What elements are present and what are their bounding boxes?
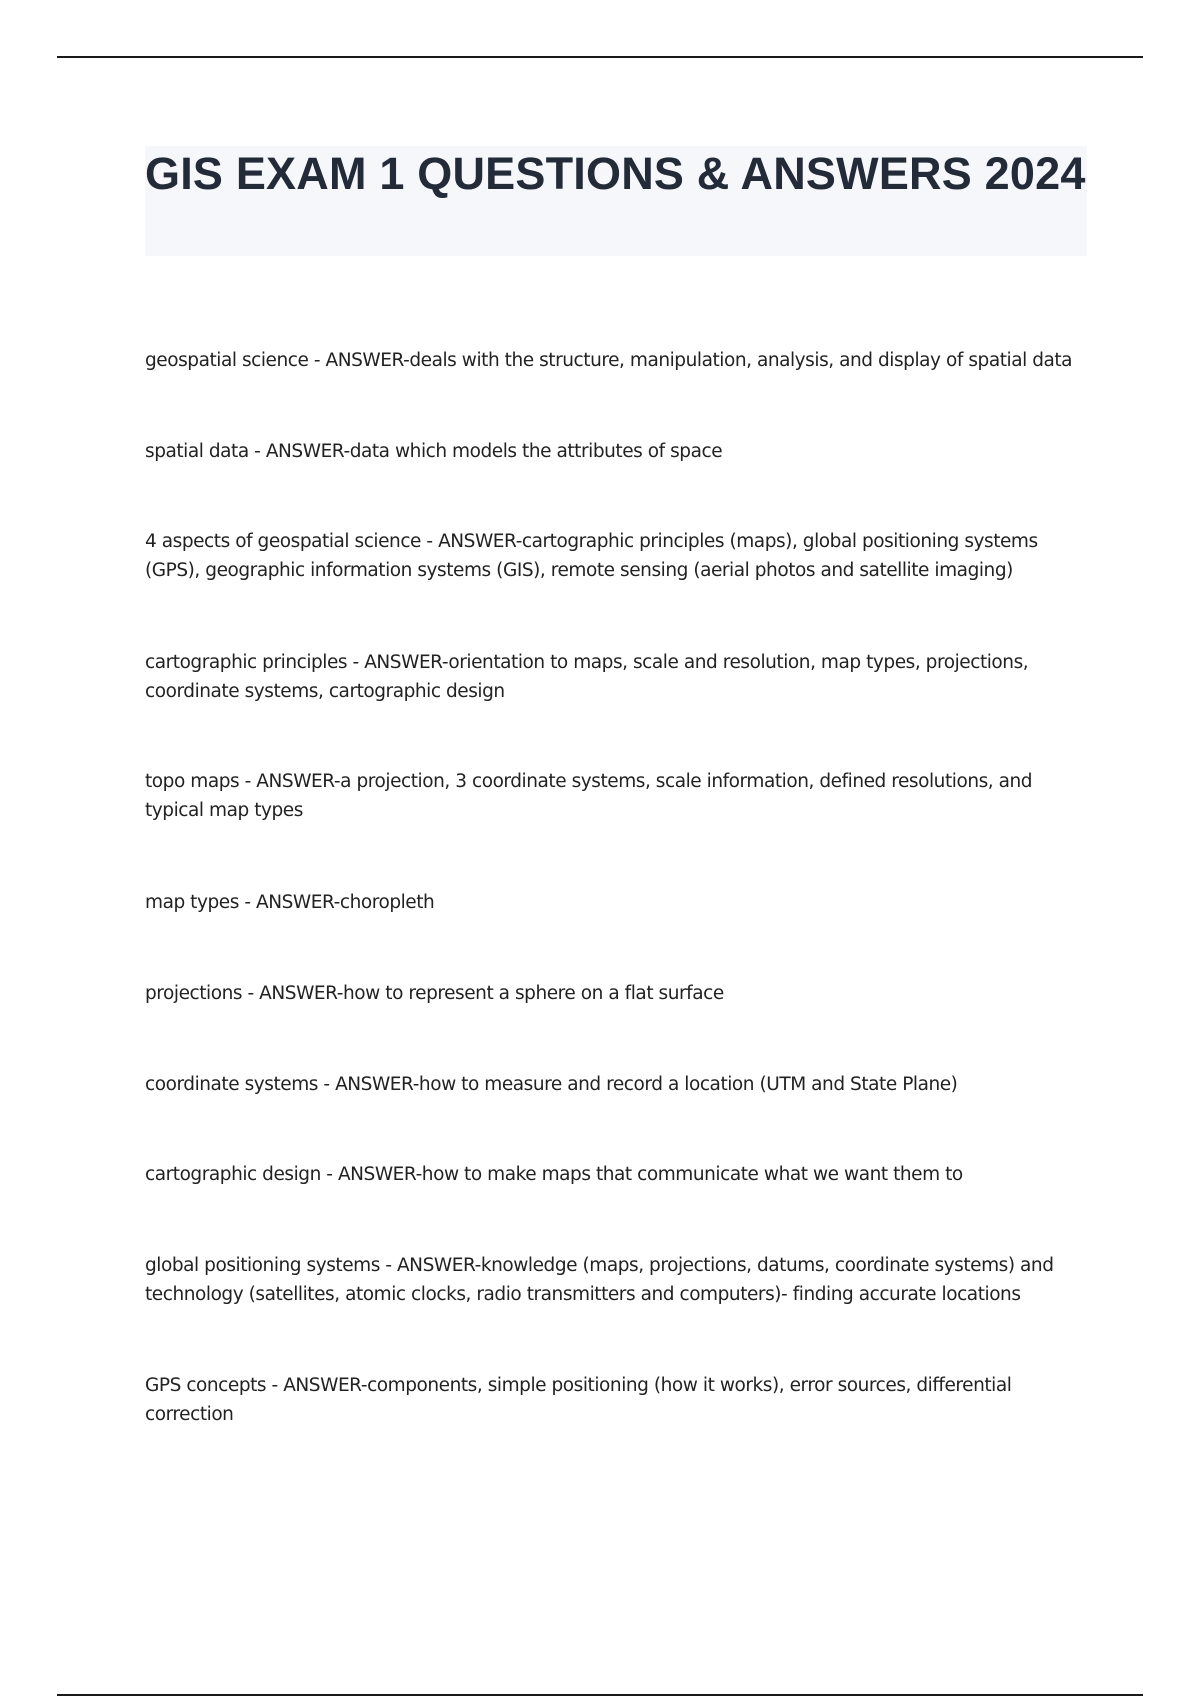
qa-item bbox=[145, 1160, 1095, 1189]
answer-separator: - ANSWER- bbox=[242, 983, 344, 1004]
qa-term: GPS concepts bbox=[145, 1375, 267, 1396]
answer-separator: - ANSWER- bbox=[379, 1255, 481, 1276]
bottom-divider bbox=[57, 1694, 1143, 1696]
qa-item bbox=[145, 1371, 1095, 1429]
answer-separator: - ANSWER- bbox=[317, 1074, 419, 1095]
qa-term: global positioning systems bbox=[145, 1255, 380, 1276]
qa-answer: orientation to maps, scale and resolution, map types, projections, coordinate systems, cartographic design bbox=[145, 652, 1029, 702]
answer-separator: - ANSWER- bbox=[308, 350, 410, 371]
answer-separator: - ANSWER- bbox=[239, 771, 341, 792]
qa-term: cartographic design bbox=[145, 1164, 321, 1185]
qa-term: geospatial science bbox=[145, 350, 309, 371]
qa-answer: knowledge (maps, projections, datums, coordinate systems) and technology (satellites, atomic clocks, radio transmitters and computers)- finding accurate locations bbox=[145, 1255, 1054, 1305]
qa-term: map types bbox=[145, 892, 239, 913]
qa-answer: data which models the attributes of space bbox=[349, 441, 723, 462]
title-banner bbox=[145, 146, 1087, 256]
qa-answer: how to measure and record a location (UTM and State Plane) bbox=[418, 1074, 958, 1095]
answer-separator: - ANSWER- bbox=[420, 531, 522, 552]
answer-separator: - ANSWER- bbox=[248, 441, 350, 462]
qa-item bbox=[145, 527, 1095, 585]
qa-item bbox=[145, 437, 1095, 466]
answer-separator: - ANSWER- bbox=[266, 1375, 368, 1396]
qa-term: 4 aspects of geospatial science bbox=[145, 531, 421, 552]
qa-answer: how to make maps that communicate what we want them to bbox=[421, 1164, 963, 1185]
qa-item bbox=[145, 648, 1095, 706]
answer-separator: - ANSWER- bbox=[320, 1164, 422, 1185]
qa-answer: how to represent a sphere on a flat surface bbox=[343, 983, 724, 1004]
qa-item bbox=[145, 346, 1095, 375]
qa-term: projections bbox=[145, 983, 243, 1004]
qa-term: coordinate systems bbox=[145, 1074, 318, 1095]
qa-answer: cartographic principles (maps), global positioning systems (GPS), geographic information systems (GIS), remote sensing (aerial photos and satellite imaging) bbox=[145, 531, 1038, 581]
qa-item bbox=[145, 888, 1095, 917]
answer-separator: - ANSWER- bbox=[238, 892, 340, 913]
qa-item bbox=[145, 1070, 1095, 1099]
qa-answer: choropleth bbox=[339, 892, 435, 913]
qa-answer: deals with the structure, manipulation, analysis, and display of spatial data bbox=[409, 350, 1073, 371]
qa-term: topo maps bbox=[145, 771, 240, 792]
qa-answer: components, simple positioning (how it works), error sources, differential correction bbox=[145, 1375, 1012, 1425]
qa-item bbox=[145, 1251, 1095, 1309]
page-title: GIS EXAM 1 QUESTIONS & ANSWERS 2024 bbox=[145, 148, 1086, 199]
qa-answer: a projection, 3 coordinate systems, scale information, defined resolutions, and typical map types bbox=[145, 771, 1033, 821]
answer-separator: - ANSWER- bbox=[347, 652, 449, 673]
top-divider bbox=[57, 56, 1143, 58]
qa-item bbox=[145, 767, 1095, 825]
qa-item bbox=[145, 979, 1095, 1008]
qa-term: spatial data bbox=[145, 441, 249, 462]
qa-term: cartographic principles bbox=[145, 652, 348, 673]
